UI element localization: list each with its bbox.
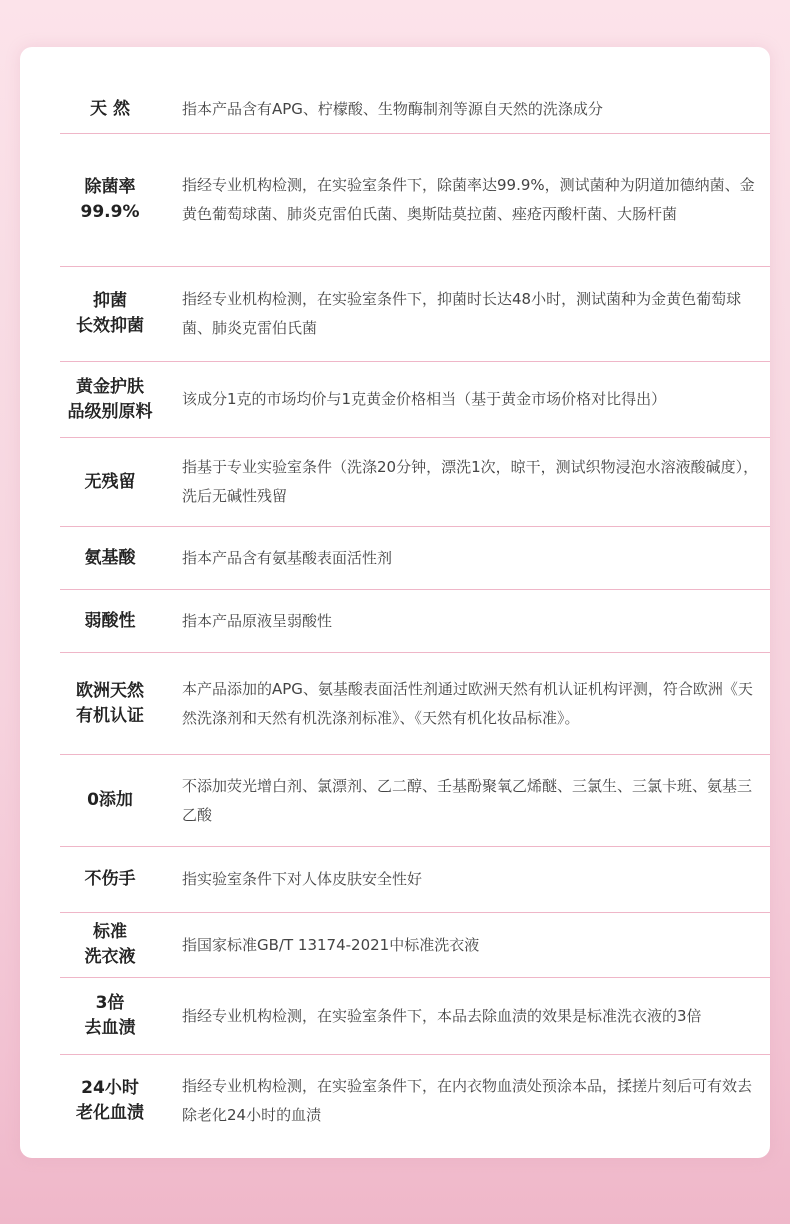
claim-description: 该成分1克的市场均价与1克黄金价格相当（基于黄金市场价格对比得出） [182,390,667,408]
claim-row-sterilization-rate [60,134,770,267]
claim-row-amino-acid [60,527,770,590]
claim-description: 指经专业机构检测，在实验室条件下，在内衣物血渍处预涂本品，揉搓片刻后可有效去除老化24小时的血渍 [182,1077,753,1124]
claim-description: 指本产品原液呈弱酸性 [182,611,333,630]
claim-term: 氨基酸 [84,547,136,568]
claim-term: 3倍 去血渍 [84,993,136,1038]
claim-term: 无残留 [84,471,136,492]
claim-row-gold-grade-ingredient [60,362,770,438]
claim-term: 0添加 [87,790,133,810]
claim-description: 指实验室条件下对人体皮肤安全性好 [182,870,423,888]
claim-description: 本产品添加的APG、氨基酸表面活性剂通过欧洲天然有机认证机构评测，符合欧洲《天然洗涤剂和天然有机洗涤剂标准》、《天然有机化妆品标准》。 [182,679,753,727]
claim-term: 抑菌 长效抑菌 [76,291,144,336]
claim-description: 指经专业机构检测，在实验室条件下，本品去除血渍的效果是标准洗衣液的3倍 [182,1006,702,1025]
claim-row-standard-detergent [60,913,770,978]
claim-row-zero-additives [60,755,770,847]
claim-term: 欧洲天然 有机认证 [76,680,144,726]
claim-row-eu-organic-cert [60,653,770,755]
claim-term: 天 然 [90,98,130,119]
claim-row-natural [60,85,770,134]
claim-description: 指经专业机构检测，在实验室条件下，抑菌时长达48小时，测试菌种为金黄色葡萄球菌、肺炎克雷伯氏菌 [182,290,742,337]
claim-row-weak-acid [60,590,770,653]
claim-description: 指基于专业实验室条件（洗涤20分钟，漂洗1次，晾干，测试织物浸泡水溶液酸碱度），洗后无碱性残留 [182,458,759,505]
claim-description: 指本产品含有氨基酸表面活性剂 [182,548,393,567]
claim-term: 不伤手 [84,869,136,889]
claim-description: 指经专业机构检测，在实验室条件下，除菌率达99.9%，测试菌种为阴道加德纳菌、金黄色葡萄球菌、肺炎克雷伯氏菌、奥斯陆莫拉菌、痤疮丙酸杆菌、大肠杆菌 [182,176,755,223]
claim-row-3x-blood-stain [60,978,770,1055]
claim-row-24h-aged-stain [60,1055,770,1147]
claim-description: 指国家标准GB/T 13174-2021中标准洗衣液 [182,935,480,954]
claim-description: 指本产品含有APG、柠檬酸、生物酶制剂等源自天然的洗涤成分 [182,99,603,118]
claims-table-card [20,47,770,1158]
claim-term: 黄金护肤 品级别原料 [67,376,153,422]
claim-row-gentle-on-hands [60,847,770,913]
claim-term: 24小时 老化血渍 [76,1078,144,1123]
claim-row-no-residue [60,438,770,527]
claim-term: 除菌率 99.9% [80,177,140,222]
claim-term: 标准 洗衣液 [84,922,136,967]
claim-description: 不添加荧光增白剂、氯漂剂、乙二醇、壬基酚聚氧乙烯醚、三氯生、三氯卡班、氨基三乙酸 [182,776,753,824]
claim-row-antibacterial [60,267,770,362]
claim-term: 弱酸性 [84,610,136,631]
